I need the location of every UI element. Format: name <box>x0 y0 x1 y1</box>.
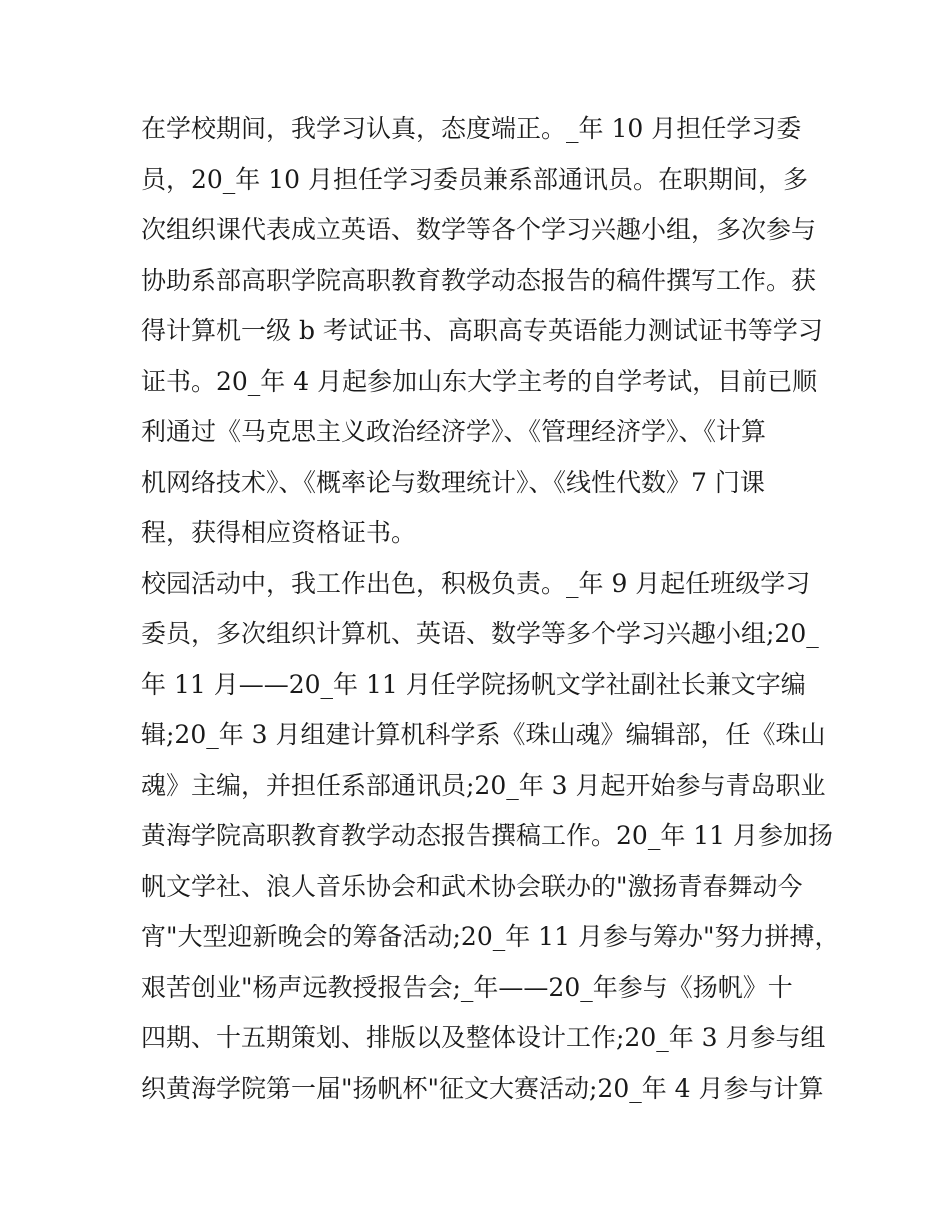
text-line: 宵"大型迎新晚会的筹备活动;20_年 11 月参与筹办"努力拼搏， <box>141 922 840 951</box>
text-line: 黄海学院高职教育教学动态报告撰稿工作。20_年 11 月参加扬 <box>141 821 834 850</box>
text-line: 魂》主编，并担任系部通讯员;20_年 3 月起开始参与青岛职业 <box>141 770 826 800</box>
text-line: 四期、十五期策划、排版以及整体设计工作;20_年 3 月参与组 <box>141 1023 826 1052</box>
text-line: 协助系部高职学院高职教育教学动态报告的稿件撰写工作。获 <box>141 265 817 295</box>
document-body <box>141 104 840 1114</box>
text-line: 委员，多次组织计算机、英语、数学等多个学习兴趣小组;20_ <box>141 619 819 648</box>
text-line: 年 11 月——20_年 11 月任学院扬帆文学社副社长兼文字编 <box>141 669 806 699</box>
text-line: 织黄海学院第一届"扬帆杯"征文大赛活动;20_年 4 月参与计算 <box>141 1073 824 1103</box>
text-line: 帆文学社、浪人音乐协会和武术协会联办的"激扬青春舞动今 <box>141 871 803 901</box>
text-line: 利通过《马克思主义政治经济学》、《管理经济学》、《计算 <box>141 417 767 446</box>
text-line: 证书。20_年 4 月起参加山东大学主考的自学考试，目前已顺 <box>141 366 818 396</box>
text-line: 员，20_年 10 月担任学习委员兼系部通讯员。在职期间，多 <box>141 164 809 194</box>
paragraph-study <box>141 104 823 559</box>
paragraph-activities <box>141 559 840 1115</box>
text-line: 艰苦创业"杨声远教授报告会;_年——20_年参与《扬帆》十 <box>141 972 793 1002</box>
text-line: 得计算机一级 b 考试证书、高职高专英语能力测试证书等学习 <box>141 316 823 345</box>
text-line: 次组织课代表成立英语、数学等各个学习兴趣小组，多次参与 <box>141 215 817 244</box>
text-line: 校园活动中，我工作出色，积极负责。_年 9 月起任班级学习 <box>141 568 811 598</box>
text-line: 在学校期间，我学习认真，态度端正。_年 10 月担任学习委 <box>141 114 802 143</box>
text-line: 机网络技术》、《概率论与数理统计》、《线性代数》7 门课 <box>141 467 765 497</box>
text-line: 辑;20_年 3 月组建计算机科学系《珠山魂》编辑部，任《珠山 <box>141 720 826 749</box>
text-line: 程，获得相应资格证书。 <box>141 518 417 547</box>
